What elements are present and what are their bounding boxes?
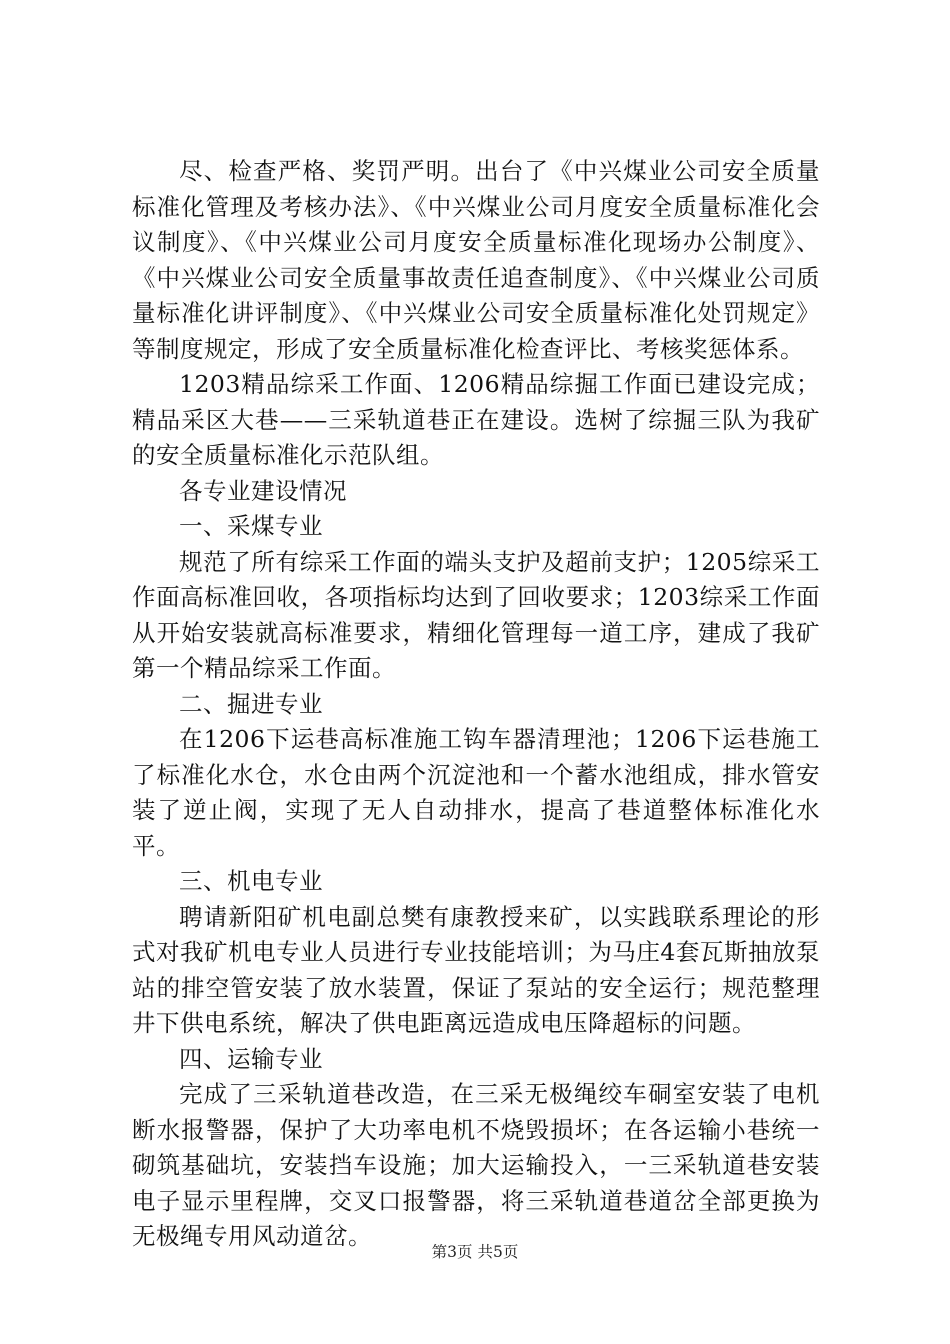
page-number-footer: 第3页 共5页 <box>431 1243 519 1261</box>
paragraph-quality-workfaces: 1203精品综采工作面、1206精品综掘工作面已建设完成；精品采区大巷——三采轨道巷正在建设。选树了综掘三队为我矿的安全质量标准化示范队组。 <box>132 370 820 469</box>
paragraph-transport: 完成了三采轨道巷改造，在三采无极绳绞车硐室安装了电机断水报警器，保护了大功率电机不烧毁损坏；在各运输小巷统一砌筑基础坑，安装挡车设施；加大运输投入，一三采轨道巷安装电子显示里程牌，交叉口报警器，将三采轨道巷道岔全部更换为无极绳专用风动道岔。 <box>132 1080 820 1250</box>
paragraph-coal-mining: 规范了所有综采工作面的端头支护及超前支护；1205综采工作面高标准回收，各项指标均达到了回收要求；1203综采工作面从开始安装就高标准要求，精细化管理每一道工序，建成了我矿第一个精品综采工作面。 <box>132 547 820 682</box>
paragraph-standards-system: 尽、检查严格、奖罚严明。出台了《中兴煤业公司安全质量标准化管理及考核办法》、《中兴煤业公司月度安全质量标准化会议制度》、《中兴煤业公司月度安全质量标准化现场办公制度》、《中兴煤业公司安全质量事故责任追查制度》、《中兴煤业公司质量标准化讲评制度》、《中兴煤业公司安全质量标准化处罚规定》等制度规定，形成了安全质量标准化检查评比、考核奖惩体系。 <box>132 157 820 363</box>
heading-tunneling: 二、掘进专业 <box>179 689 323 718</box>
heading-transport: 四、运输专业 <box>179 1044 323 1073</box>
document-body <box>132 154 820 1255</box>
paragraph-electromechanical: 聘请新阳矿机电副总樊有康教授来矿，以实践联系理论的形式对我矿机电专业人员进行专业技能培训；为马庄4套瓦斯抽放泵站的排空管安装了放水装置，保证了泵站的安全运行；规范整理井下供电系统，解决了供电距离远造成电压降超标的问题。 <box>132 902 820 1037</box>
paragraph-tunneling: 在1206下运巷高标准施工钩车器清理池；1206下运巷施工了标准化水仓，水仓由两个沉淀池和一个蓄水池组成，排水管安装了逆止阀，实现了无人自动排水，提高了巷道整体标准化水平。 <box>132 725 820 860</box>
section-heading-construction: 各专业建设情况 <box>179 476 347 505</box>
heading-coal-mining: 一、采煤专业 <box>179 512 323 540</box>
heading-electromechanical: 三、机电专业 <box>179 867 323 895</box>
